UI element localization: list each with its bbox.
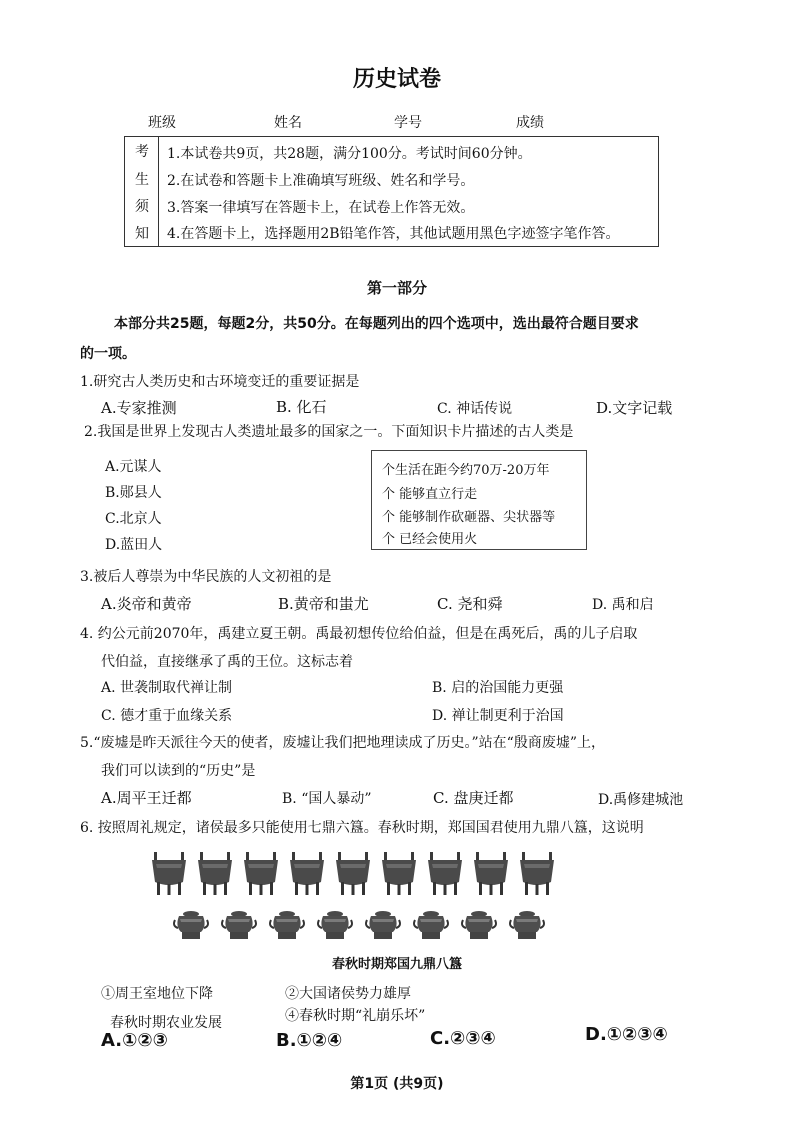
notice-line: 3.答案一律填写在答题卡上，在试卷上作答无效。 (167, 200, 475, 216)
notice-line: 1.本试卷共9页，共28题，满分100分。考试时间60分钟。 (167, 146, 532, 162)
notice-line: 2.在试卷和答题卡上准确填写班级、姓名和学号。 (167, 173, 475, 189)
field-name: 姓名 (274, 115, 302, 131)
card-line: 个生活在距今约70万-20万年 (382, 463, 550, 478)
notice-line: 4.在答题卡上，选择题用2B铅笔作答，其他试题用黑色字迹签字笔作答。 (167, 226, 620, 242)
q6-statement-1: ①周王室地位下降 (101, 986, 213, 1002)
question-6-stem: 6. 按照周礼规定，诸侯最多只能使用七鼎六簋。春秋时期，郑国国君使用九鼎八簋，这说明 (80, 820, 644, 836)
q2-option-c: C.北京人 (105, 511, 162, 527)
notice-side-char: 生 (135, 172, 149, 188)
question-5-stem-cont: 我们可以读到的“历史”是 (101, 763, 256, 779)
q1-option-a: A.专家推测 (101, 399, 177, 417)
q3-option-a: A.炎帝和黄帝 (101, 595, 192, 613)
q2-option-b: B.郧县人 (105, 485, 162, 501)
exam-title: 历史试卷 (352, 67, 441, 92)
question-4-stem-cont: 代伯益，直接继承了禹的王位。这标志着 (101, 654, 353, 670)
notice-box (124, 136, 659, 247)
q1-option-d: D.文字记载 (596, 399, 673, 417)
q1-option-b: B. 化石 (276, 398, 327, 416)
q6-statement-4: ④春秋时期“礼崩乐坏” (285, 1008, 426, 1024)
q1-option-c: C. 神话传说 (437, 401, 513, 417)
question-2-stem: 2.我国是世界上发现古人类遗址最多的国家之一。下面知识卡片描述的古人类是 (84, 424, 574, 440)
card-line: 个 能够直立行走 (382, 487, 478, 502)
q2-option-d: D.蓝田人 (105, 537, 163, 553)
question-4-stem: 4. 约公元前2070年，禹建立夏王朝。禹最初想传位给伯益，但是在禹死后，禹的儿子启取 (80, 626, 638, 642)
q4-option-d: D. 禅让制更利于治国 (432, 708, 564, 724)
question-5-stem: 5.“废墟是昨天派往今天的使者，废墟让我们把地理读成了历史。”站在“殷商废墟”上， (80, 735, 605, 751)
q4-option-c: C. 德才重于血缘关系 (101, 708, 233, 724)
page-footer: 第1页 (共9页) (350, 1076, 444, 1092)
section-title: 第一部分 (366, 279, 427, 297)
question-1-stem: 1.研究古人类历史和古环境变迁的重要证据是 (80, 374, 360, 390)
notice-side-label (125, 137, 159, 246)
q4-option-b: B. 启的治国能力更强 (432, 680, 564, 696)
q6-statement-3: 春秋时期农业发展 (110, 1015, 222, 1031)
question-3-stem: 3.被后人尊崇为中华民族的人文初祖的是 (80, 569, 332, 585)
q5-option-a: A.周平王迁都 (101, 789, 192, 807)
section-intro: 本部分共25题，每题2分，共50分。在每题列出的四个选项中，选出最符合题目要求 (114, 316, 639, 332)
q3-option-b: B.黄帝和蚩尤 (278, 595, 369, 613)
q6-option-a: A.①②③ (101, 1030, 168, 1051)
q2-option-a: A.元谋人 (105, 459, 162, 475)
field-score: 成绩 (516, 115, 544, 131)
section-intro-cont: 的一项。 (80, 346, 136, 362)
q6-statement-2: ②大国诸侯势力雄厚 (285, 986, 411, 1002)
notice-side-char: 考 (135, 144, 149, 160)
image-caption: 春秋时期郑国九鼎八簋 (331, 957, 462, 972)
q6-option-b: B.①②④ (276, 1030, 343, 1051)
q5-option-b: B. “国人暴动” (282, 791, 372, 807)
q6-option-c: C.②③④ (430, 1028, 496, 1049)
q4-option-a: A. 世袭制取代禅让制 (101, 680, 233, 696)
notice-side-char: 知 (135, 226, 149, 242)
notice-side-char: 须 (135, 199, 149, 215)
q6-option-d: D.①②③④ (585, 1024, 668, 1045)
q3-option-d: D. 禹和启 (592, 597, 654, 613)
card-line: 个 能够制作砍砸器、尖状器等 (382, 510, 556, 525)
field-student-id: 学号 (394, 115, 422, 131)
field-class: 班级 (148, 115, 176, 131)
bronze-vessels-image (148, 848, 558, 948)
q5-option-c: C. 盘庚迁都 (433, 789, 514, 807)
knowledge-card (371, 450, 587, 550)
q3-option-c: C. 尧和舜 (437, 595, 503, 613)
card-line: 个 已经会使用火 (382, 532, 478, 547)
q5-option-d: D.禹修建城池 (598, 792, 684, 808)
